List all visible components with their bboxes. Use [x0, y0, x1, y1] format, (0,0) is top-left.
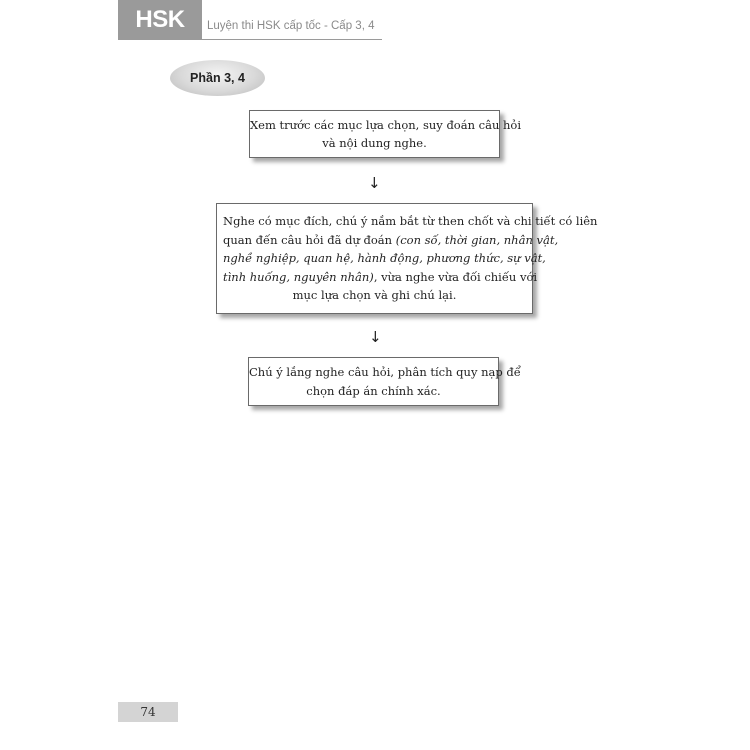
flow-step-2-line-3: [223, 249, 546, 268]
flow-step-2-line-4-text: , vừa nghe vừa đối chiếu với: [373, 269, 538, 284]
hsk-brand-tab: [118, 0, 202, 40]
header-divider: [202, 39, 382, 40]
flow-step-1-line-2: và nội dung nghe.: [322, 136, 427, 150]
flow-step-2-line-1: Nghe có mục đích, chú ý nắm bắt từ then chốt và chi tiết có liên: [223, 214, 598, 229]
hsk-brand-label: HSK: [135, 6, 185, 33]
flow-step-1: [249, 110, 522, 158]
flow-step-3: [248, 357, 521, 406]
flow-step-2-line-2: [223, 231, 559, 250]
flow-step-2: [216, 203, 598, 314]
flow-step-3-line-2: chọn đáp án chính xác.: [306, 383, 441, 398]
flow-step-2-line-3-italic: nghề nghiệp, quan hệ, hành động, phương thức, sự vật,: [223, 251, 546, 266]
flow-step-2-line-5: mục lựa chọn và ghi chú lại.: [292, 288, 457, 303]
section-label: [170, 60, 265, 96]
flow-step-1-line-1: Xem trước các mục lựa chọn, suy đoán câu hỏi: [250, 117, 522, 132]
section-label-text: Phần 3, 4: [190, 71, 245, 85]
flow-step-2-line-4: [223, 268, 538, 287]
page-number-text: 74: [140, 705, 156, 719]
flow-step-2-line-2-text: quan đến câu hỏi đã dự đoán: [223, 232, 396, 247]
header-subtitle: Luyện thi HSK cấp tốc - Cấp 3, 4: [207, 20, 375, 32]
flow-arrow-down-icon: ↓: [369, 328, 382, 346]
page-number: [118, 702, 178, 722]
flow-step-2-line-4-italic: tình huống, nguyên nhân): [223, 269, 374, 284]
flow-step-3-line-1: Chú ý lắng nghe câu hỏi, phân tích quy nạp để: [249, 365, 521, 379]
flow-step-2-line-2-italic: (con số, thời gian, nhân vật,: [395, 232, 559, 247]
flow-arrow-down-icon: ↓: [368, 174, 381, 192]
